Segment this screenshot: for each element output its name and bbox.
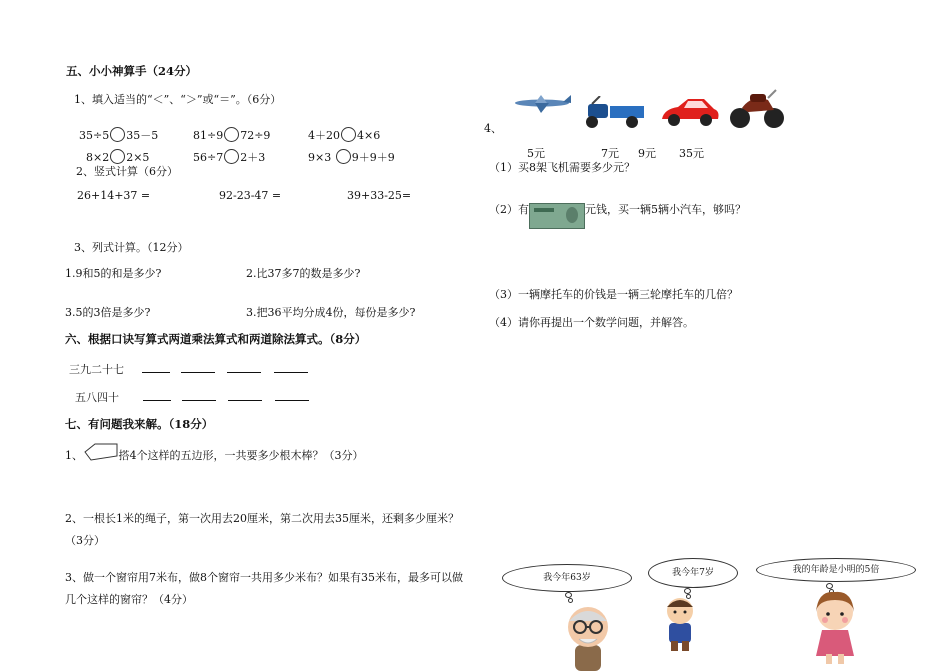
answer-blank[interactable]: [274, 362, 308, 373]
grandpa-character-image: [557, 597, 619, 671]
answer-blank[interactable]: [181, 362, 215, 373]
price-label: 9元: [638, 147, 656, 160]
rhyme-row: 三九二十七: [69, 361, 308, 377]
section-5-title: 五、小小神算手（24分）: [66, 64, 198, 78]
section-6-title: 六、根据口诀写算式两道乘法算式和两道除法算式。（8分）: [65, 332, 367, 346]
banknote-image: [529, 203, 585, 229]
answer-blank[interactable]: [143, 390, 171, 401]
boy-character-image: [660, 593, 700, 651]
compare-item: 4＋20 4×6: [308, 129, 381, 142]
car-image: [658, 93, 722, 131]
answer-circle[interactable]: [341, 127, 356, 142]
pentagon-question: 1、 搭4个这样的五边形，一共要多少根木棒？（3分）: [65, 443, 364, 463]
vertical-calc: 92-23-47 =: [219, 189, 282, 202]
rope-question: 2、一根长1米的绳子，第一次用去20厘米，第二次用去35厘米，还剩多少厘米？（3分）: [65, 512, 459, 547]
pentagon-icon: [83, 443, 119, 461]
speech-bubble-boy: 我今年7岁: [648, 558, 738, 588]
airplane-image: [511, 88, 573, 118]
speech-bubble-grandpa: 我今年63岁: [502, 564, 632, 592]
girl-character-image: [808, 586, 862, 666]
answer-blank[interactable]: [227, 362, 261, 373]
sub-question-4: （4）请你再提出一个数学问题，并解答。: [489, 316, 694, 329]
q3-instruction: 3、列式计算。（12分）: [74, 241, 189, 254]
answer-blank[interactable]: [142, 362, 170, 373]
vertical-calc: 26+14+37 =: [77, 189, 151, 202]
vertical-calc: 39+33-25=: [347, 189, 412, 202]
price-label: 7元: [601, 147, 619, 160]
answer-circle[interactable]: [336, 149, 351, 164]
word-problem: 3.5的3倍是多少?: [65, 306, 151, 319]
compare-item: 81÷9 72÷9: [193, 129, 271, 142]
tricycle-image: [580, 96, 650, 130]
answer-circle[interactable]: [224, 127, 239, 142]
price-label: 35元: [679, 147, 704, 160]
motorcycle-image: [728, 86, 786, 130]
answer-blank[interactable]: [228, 390, 262, 401]
section-7-title: 七、有问题我来解。（18分）: [65, 417, 214, 431]
q1-instruction: 1、填入适当的“＜”、“＞”或“＝”。（6分）: [74, 93, 282, 106]
q2-instruction: 2、竖式计算（6分）: [76, 165, 178, 178]
sub-question-2: （2）有 元钱，买一辆5辆小汽车，够吗？: [489, 201, 746, 229]
q4-label: 4、: [484, 122, 502, 135]
compare-item: 9×3 9＋9＋9: [308, 151, 395, 164]
price-label: 5元: [527, 147, 545, 160]
word-problem: 3.把36平均分成4份，每份是多少?: [246, 306, 416, 319]
sub-question-3: （3）一辆摩托车的价钱是一辆三轮摩托车的几倍？: [489, 288, 738, 301]
curtain-question: 3、做一个窗帘用7米布，做8个窗帘一共用多少米布？如果有35米布，最多可以做几个这样的窗帘？（4分）: [65, 571, 463, 606]
answer-circle[interactable]: [110, 149, 125, 164]
compare-item: 56÷7 2＋3: [193, 151, 266, 164]
compare-item: 8×2 2×5: [86, 151, 150, 164]
answer-blank[interactable]: [182, 390, 216, 401]
sub-question-1: （1）买8架飞机需要多少元？: [489, 161, 635, 174]
compare-item: 35÷5 35－5: [79, 129, 159, 142]
answer-blank[interactable]: [275, 390, 309, 401]
answer-circle[interactable]: [224, 149, 239, 164]
rhyme-row: 五八四十: [75, 389, 309, 405]
word-problem: 1.9和5的和是多少?: [65, 267, 162, 280]
answer-circle[interactable]: [110, 127, 125, 142]
word-problem: 2.比37多7的数是多少?: [246, 267, 361, 280]
speech-bubble-girl: 我的年龄是小明的5倍: [756, 558, 916, 582]
